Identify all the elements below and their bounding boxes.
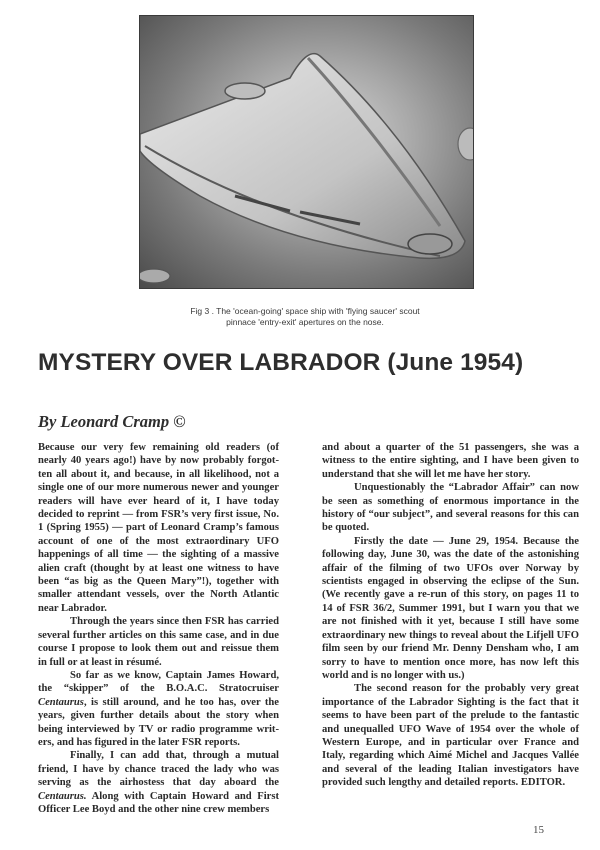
article-title: MYSTERY OVER LABRADOR (June 1954) [38,349,524,376]
figure-photo [139,15,474,289]
aperture-top [225,83,265,99]
paragraph: and about a quarter of the 51 passengers, she was a witness to the entire sighting, and I have been given to understand that she will let me have her story. [322,442,579,480]
scout-craft [458,128,473,160]
spaceship-illustration [140,16,473,288]
paragraph: Because our very few remaining old readers (of nearly 40 years ago!) have by now probably forgotten all about it, and because, in all likelihood, not a single one of our more numerous newer and younger readers will have ever heard of it, I have today decided to reprint — from FSR’s very first issue, No. 1 (Spring 1955) — part of Leonard Cramp’s famous account of one of the most extraordinary UFO happenings of all time — the sighting of a massive alien craft (thought by at least one witness to have been “as big as the Queen Mary”!), together with smaller attendant vessels, over the North Atlantic near Labrador. [38,442,279,614]
paragraph-text: Along with Captain Howard and First Officer Lee Boyd and the other nine crew members [38,790,279,815]
paragraph [38,749,279,816]
article-byline: By Leonard Cramp © [38,412,186,431]
scout-craft [140,269,170,283]
paragraph: Unquestionably the “Labrador Affair” can now be seen as something of enormous importance in the history of “our subject”, and several reasons for this can be quoted. [322,482,579,534]
paragraph [38,669,279,749]
paragraph: Firstly the date — June 29, 1954. Because the following day, June 30, was the date of the astonishing affair of the filming of two UFOs over Norway by scientists engaged in observing the eclipse of the Sun. (We recently gave a re-run of this story, on pages 11 to 14 of FSR 36/2, Summer 1991, but I warn you that we are not finished with it yet, because I still have some extraordinary new things to reveal about the Lifjell UFO film seen by our friend Mr. Denny Densham who, I am sorry to have to mention once more, has now left this world and is no longer with us.) [322,535,579,681]
left-column [38,441,279,816]
right-column [322,441,579,790]
aperture-nose [408,234,452,254]
page-number: 15 [533,824,544,836]
ship-hull [140,54,465,259]
paragraph-text: Finally, I can add that, through a mutual friend, I have by chance traced the lady who was serving as the airhostess that day aboard the [38,750,279,789]
ship-name: Centaurus. [38,790,87,802]
figure-caption: Fig 3 . The 'ocean-going' space ship with 'flying saucer' scout pinnace 'entry-exit' apertures on the nose. [190,306,420,327]
paragraph-text: , is still around, and he too has, over the years, given further details about the story when being interviewed by TV or radio programme writers, and has figured in the later FSR reports. [38,696,279,748]
paragraph: The second reason for the probably very great importance of the Labrador Sighting is the fact that it seems to have been part of the prelude to the fantastic and unequalled UFO Wave of 1954 over the whole of Western Europe, and in particular over France and Italy, regarding which Aimé Michel and Jacques Vallée and several of the leading Italian investigators have provided such lengthy and detailed reports. EDITOR. [322,683,579,789]
ship-name: Centaurus [38,696,84,708]
paragraph-text: So far as we know, Captain James Howard, the “skipper” of the B.O.A.C. Stratocruiser [38,669,279,695]
paragraph: Through the years since then FSR has carried several further articles on this same case, and in due course I propose to look them out and reissue them in full or at least in résumé. [38,616,279,668]
